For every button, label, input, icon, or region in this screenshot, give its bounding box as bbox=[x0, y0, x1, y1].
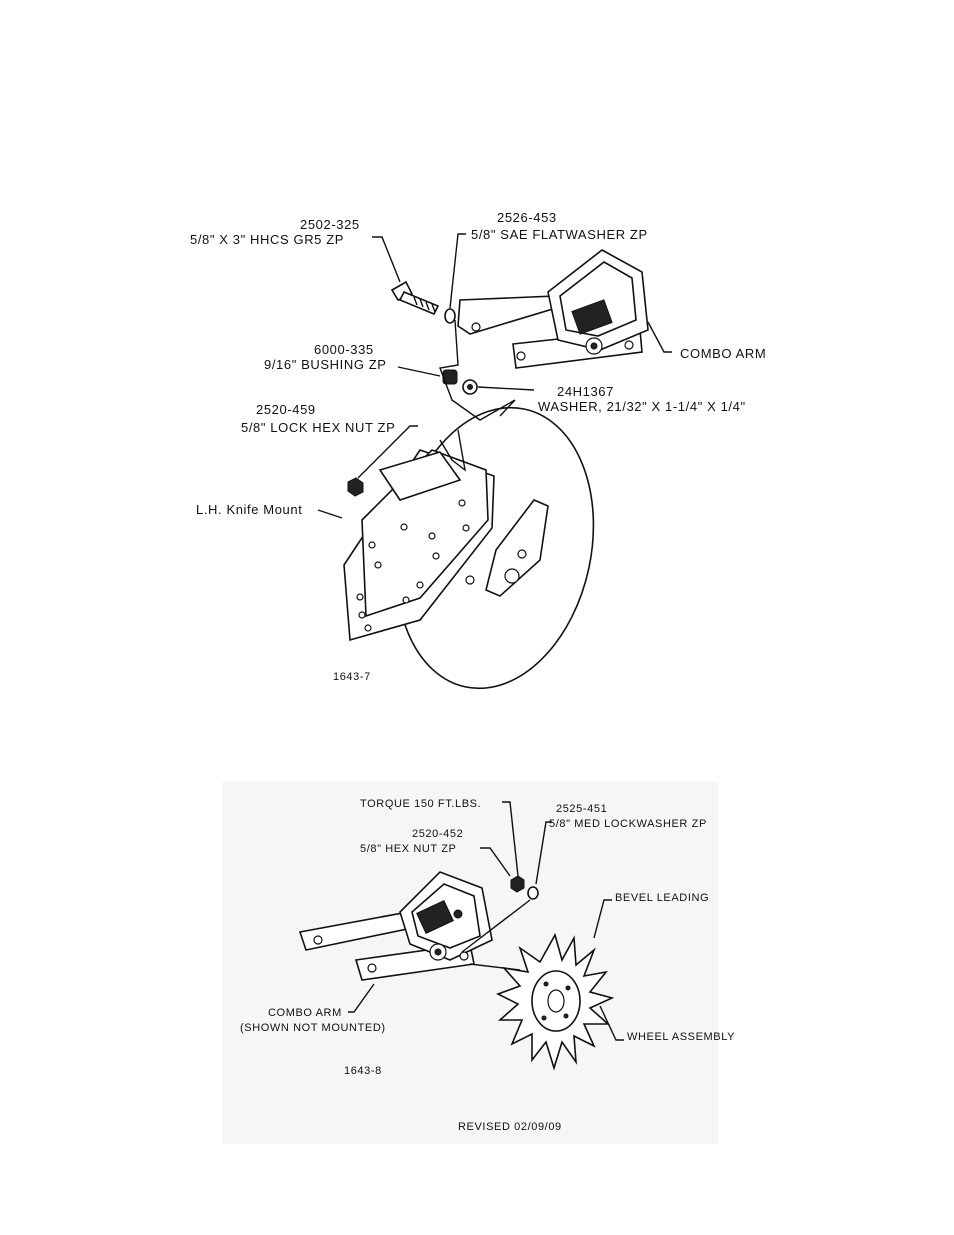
combo-arm-drawing bbox=[458, 250, 648, 368]
locknut-description: 5/8" LOCK HEX NUT ZP bbox=[241, 420, 396, 435]
combo-arm-2-note: (SHOWN NOT MOUNTED) bbox=[240, 1022, 386, 1034]
lockwasher-description: 5/8" MED LOCKWASHER ZP bbox=[549, 818, 707, 830]
hexnut-part-number: 2520-452 bbox=[412, 828, 464, 840]
locknut-part-number: 2520-459 bbox=[256, 402, 316, 417]
hexnut-2-drawing bbox=[511, 876, 524, 892]
figure-1-drawing bbox=[318, 234, 672, 707]
combo-arm-label: COMBO ARM bbox=[680, 346, 767, 361]
washer-part-number: 24H1367 bbox=[557, 384, 614, 399]
bevel-leading-label: BEVEL LEADING bbox=[615, 892, 710, 904]
flatwasher-drawing bbox=[445, 309, 455, 323]
spiked-wheel-drawing bbox=[498, 935, 612, 1068]
torque-spec: TORQUE 150 FT.LBS. bbox=[360, 798, 482, 810]
knife-mount-label: L.H. Knife Mount bbox=[196, 502, 303, 517]
bolt-part-number: 2502-325 bbox=[300, 217, 360, 232]
lockwasher-2-drawing bbox=[528, 887, 538, 899]
wheel-assembly-label: WHEEL ASSEMBLY bbox=[627, 1031, 736, 1043]
figure-2-id: 1643-8 bbox=[344, 1065, 382, 1077]
revised-date: REVISED 02/09/09 bbox=[458, 1121, 562, 1133]
lockwasher-part-number: 2525-451 bbox=[556, 803, 608, 815]
bolt-description: 5/8" X 3" HHCS GR5 ZP bbox=[190, 232, 345, 247]
flatwasher-description: 5/8" SAE FLATWASHER ZP bbox=[471, 227, 648, 242]
combo-arm-2-drawing bbox=[300, 872, 492, 980]
combo-arm-2-label: COMBO ARM bbox=[268, 1007, 342, 1019]
flatwasher-part-number: 2526-453 bbox=[497, 210, 557, 225]
locknut-drawing bbox=[348, 478, 363, 496]
bushing-part-number: 6000-335 bbox=[314, 342, 374, 357]
hexnut-description: 5/8" HEX NUT ZP bbox=[360, 843, 457, 855]
bushing-description: 9/16" BUSHING ZP bbox=[264, 357, 387, 372]
washer-description: WASHER, 21/32" X 1-1/4" X 1/4" bbox=[538, 399, 746, 414]
bolt-drawing bbox=[392, 282, 438, 314]
figure-1-id: 1643-7 bbox=[333, 671, 371, 683]
